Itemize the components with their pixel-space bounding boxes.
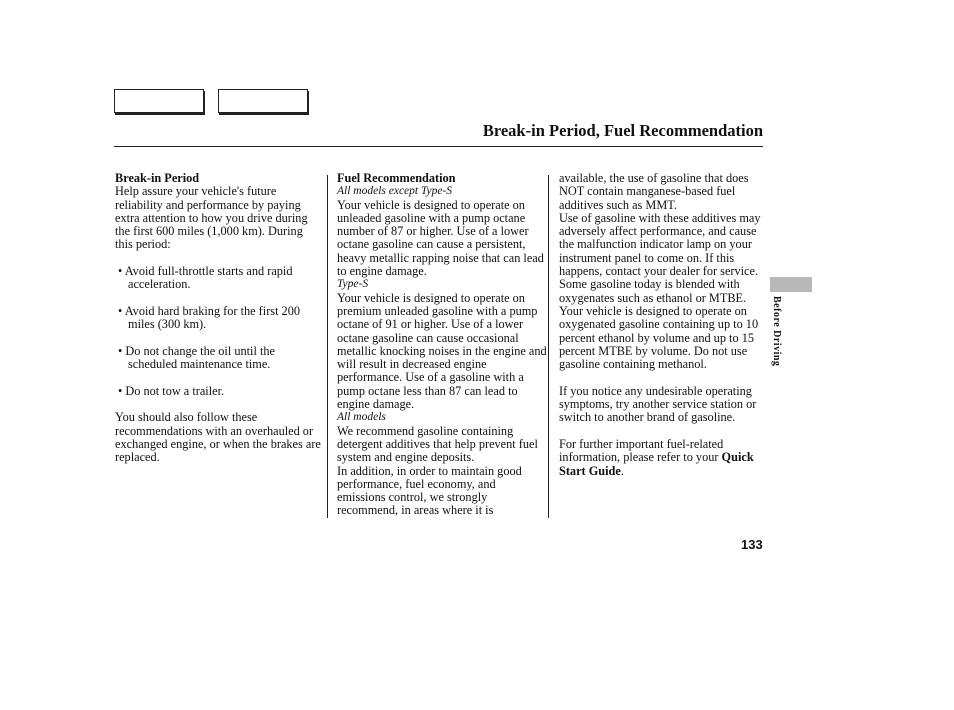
column-divider-1 bbox=[327, 175, 328, 518]
title-divider bbox=[114, 146, 763, 147]
bullet-text: Avoid full-throttle starts and rapid acceleration. bbox=[124, 264, 293, 292]
break-in-outro: You should also follow these recommendations with an overhauled or exchanged engine, or when the brakes are replaced. bbox=[115, 410, 321, 465]
page-title: Break-in Period, Fuel Recommendation bbox=[482, 121, 763, 140]
fuel-paragraph-emissions: In addition, in order to maintain good performance, fuel economy, and emissions control, we strongly recommend, in areas where it is bbox=[337, 463, 522, 518]
bullet-text: Do not change the oil until the scheduled maintenance time. bbox=[125, 343, 275, 372]
fuel-subheading-except-type-s: All models except Type-S bbox=[337, 185, 453, 198]
nav-button-index[interactable] bbox=[218, 89, 308, 113]
fuel-paragraph-symptoms: If you notice any undesirable operating symptoms, try another service station or switch to another brand of gasoline. bbox=[559, 383, 757, 425]
quick-start-guide-reference: Quick Start Guide bbox=[559, 450, 754, 478]
bullet-item: • Avoid full-throttle starts and rapid acceleration. bbox=[118, 264, 293, 292]
quick-start-text: For further important fuel-related information, please refer to your bbox=[559, 436, 724, 465]
fuel-paragraph-quick-start bbox=[559, 438, 764, 478]
fuel-paragraph-regular: Your vehicle is designed to operate on unleaded gasoline with a pump octane number of 87 or higher. Use of a lower octane gasoline can cause a persistent, heavy metallic rapping noise that can lead to engine damage. bbox=[337, 197, 544, 279]
section-tab-marker bbox=[770, 277, 812, 292]
fuel-paragraph-premium: Your vehicle is designed to operate on premium unleaded gasoline with a pump octane of 91 or higher. Use of a lower octane gasoline can cause occasional metallic knocking noises in the engine and will result in decreased engine performance. Use of a gasoline with a pump octane less than 87 can lead to engine damage. bbox=[337, 290, 547, 412]
nav-button-main-menu[interactable] bbox=[114, 89, 204, 113]
bullet-item: • Avoid hard braking for the first 200 miles (300 km). bbox=[118, 303, 301, 332]
quick-start-period: . bbox=[620, 463, 624, 478]
section-label: Before Driving bbox=[771, 296, 782, 367]
fuel-paragraph-detergent: We recommend gasoline containing detergent additives that help prevent fuel system and engine deposits. bbox=[337, 423, 538, 465]
fuel-heading: Fuel Recommendation bbox=[337, 171, 456, 185]
fuel-paragraph-mmt: available, the use of gasoline that does NOT contain manganese-based fuel additives such as MMT. bbox=[559, 171, 749, 212]
fuel-paragraph-oxygenates: Some gasoline today is blended with oxygenates such as ethanol or MTBE. Your vehicle is designed to operate on oxygenated gasoline containing up to 10 percent ethanol by volume and up to 15 percent MTBE by volume. Do not use gasoline containing methanol. bbox=[559, 277, 759, 372]
bullet-item: • Do not change the oil until the scheduled maintenance time. bbox=[118, 343, 275, 372]
fuel-paragraph-additives: Use of gasoline with these additives may adversely affect performance, and cause the malfunction indicator lamp on your instrument panel to come on. If this happens, contact your dealer for service. bbox=[559, 210, 761, 279]
bullet-item: • Do not tow a trailer. bbox=[118, 383, 225, 398]
column-break-in bbox=[115, 172, 323, 465]
break-in-intro: Help assure your vehicle's future reliability and performance by paying extra attention to how you drive during the first 600 miles (1,000 km). During this period: bbox=[115, 184, 308, 252]
column-fuel-continued bbox=[559, 172, 764, 478]
column-divider-2 bbox=[548, 175, 549, 518]
fuel-subheading-type-s: Type-S bbox=[337, 278, 369, 291]
page-number: 133 bbox=[741, 537, 763, 552]
bullet-text: Avoid hard braking for the first 200 miles (300 km). bbox=[124, 303, 301, 332]
fuel-subheading-all-models: All models bbox=[337, 411, 386, 424]
column-fuel bbox=[337, 172, 547, 518]
bullet-text: Do not tow a trailer. bbox=[125, 383, 225, 398]
break-in-heading: Break-in Period bbox=[115, 171, 200, 185]
